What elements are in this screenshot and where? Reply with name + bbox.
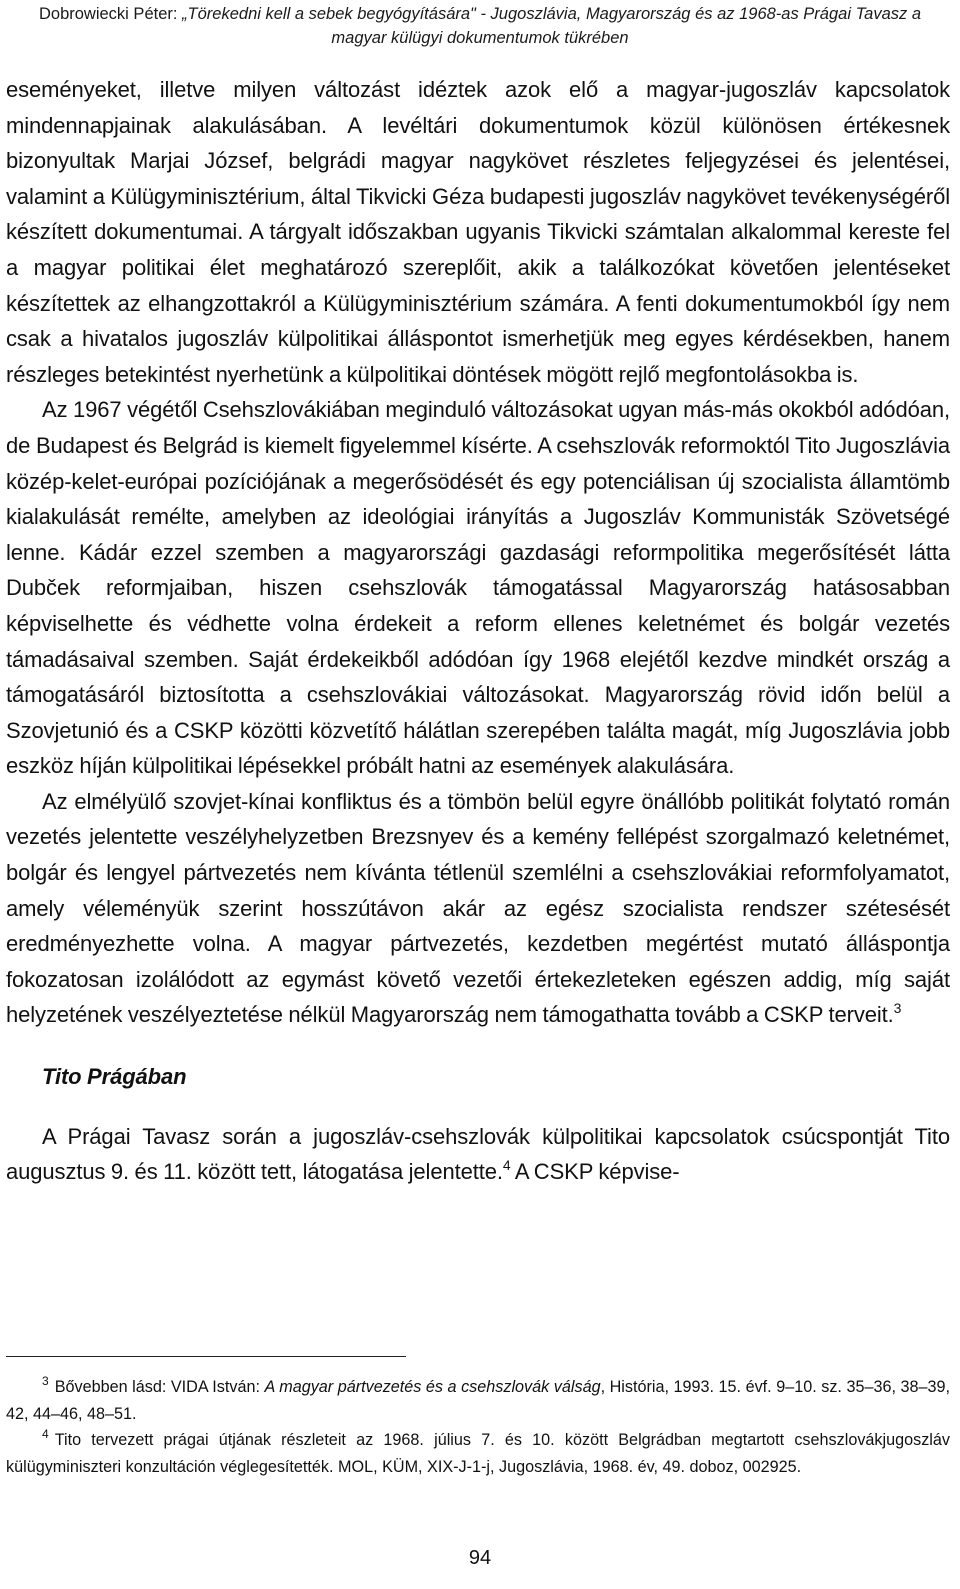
paragraph [6, 784, 950, 1033]
footnote-number: 4 [42, 1427, 49, 1441]
paragraph-text: Az elmélyülő szovjet-kínai konfliktus és a tömbön belül egyre önállóbb politikát folytató román vezetés jelentette veszélyhelyzetben Brezsnyev és a kemény fellépést szorgalmazó keletnémet, bolgár és lengyel pártvezetés nem kívánta tétlenül szemlélni a csehszlovákiai reformfolyamatot, amely véleményük szerint hosszútávon akár az egész szocialista rendszer szétesését eredményezhette volna. A magyar pártvezetés, kezdetben megértést mutató álláspontja fokozatosan izolálódott az egymást követő vezetői értekezleteken egészen addig, míg saját helyzetének veszélyeztetése nélkül Magyarország nem támogathatta tovább a CSKP terveit. [6, 788, 950, 1028]
footnote [6, 1374, 950, 1427]
section-heading: Tito Prágában [42, 1064, 187, 1090]
running-header-line-1 [0, 2, 960, 26]
footnote-reference[interactable]: 3 [893, 1000, 902, 1017]
paragraph: Az 1967 végétől Csehszlovákiában meginduló változásokat ugyan más-más okokból adódóan, de Budapest és Belgrád is kiemelt figyelemmel kísérte. A csehszlovák reformoktól Tito Jugoszlávia közép-kelet-európai pozíciójának a megerősödését és egy potenciálisan új szocialista államtömb kialakulását remélte, amelyben az ideológiai irányítás a Jugoszláv Kommunisták Szövetségé lenne. Kádár ezzel szemben a magyarországi gazdasági reformpolitika megerősítését látta Dubček reformjaiban, hiszen csehszlovák támogatással Magyarország hatásosabban képviselhette és védhette volna érdekeit a reform ellenes keletnémet és bolgár vezetés támadásaival szemben. Saját érdekeikből adódóan így 1968 elejétől kezdve mindkét ország a támogatásáról biztosította a csehszlovákiai változásokat. Magyarország rövid időn belül a Szovjetunió és a CSKP közötti közvetítő hálátlan szerepében találta magát, míg Jugoszlávia jobb eszköz híján külpolitikai lépésekkel próbált hatni az események alakulására. [6, 397, 950, 779]
header-title-part-2: magyar külügyi dokumentumok tükrében [331, 29, 629, 47]
header-title-part-1: „Törekedni kell a sebek begyógyítására" - Jugoszlávia, Magyarország és az 1968-as Prágai Tavasz a [182, 5, 922, 23]
body-text [6, 72, 950, 1190]
footnote-text: Bővebben lásd: VIDA István: [54, 1378, 265, 1396]
footnote-cited-title: A magyar pártvezetés és a csehszlovák válság [264, 1378, 601, 1396]
footnotes [6, 1374, 950, 1480]
page-number: 94 [468, 1547, 492, 1569]
paragraph-text: A Prágai Tavasz során a jugoszláv-csehszlovák külpolitikai kapcsolatok csúcspontját Tito augusztus 9. és 11. között tett, látogatása jelentette. [6, 1123, 950, 1185]
footnote-text: Tito tervezett prágai útjának részleteit az 1968. július 7. és 10. között Belgrádban megtartott csehszlovákjugoszláv külügyminiszteri konzultáción véglegesítették. MOL, KÜM, XIX-J-1-j, Jugoszlávia, 1968. év, 49. doboz, 002925. [6, 1431, 950, 1476]
paragraph: eseményeket, illetve milyen változást idéztek azok elő a magyar-jugoszláv kapcsolatok mindennapjainak alakulásában. A levéltári dokumentumok közül különösen értékesnek bizonyultak Marjai József, belgrádi magyar nagykövet részletes feljegyzései és jelentései, valamint a Külügyminisztérium, által Tikvicki Géza budapesti jugoszláv nagykövet tevékenységéről készített dokumentumai. A tárgyalt időszakban ugyanis Tikvicki számtalan alkalommal kereste fel a magyar politikai élet meghatározó szereplőit, akik a találkozókat követően jelentéseket készítettek az elhangzottakról a Külügyminisztérium számára. A fenti dokumentumokból így nem csak a hivatalos jugoszláv külpolitikai álláspontot ismerhetjük meg egyes kérdésekben, hanem részleges betekintést nyerhetünk a külpolitikai döntések mögött rejlő megfontolásokba is. [6, 77, 950, 387]
footnote-reference[interactable]: 4 [502, 1157, 511, 1174]
footnote-separator [6, 1356, 406, 1357]
paragraph-text: A CSKP képvise- [510, 1159, 680, 1185]
running-header [0, 2, 960, 50]
header-author: Dobrowiecki Péter: [38, 5, 183, 23]
footnote-number: 3 [42, 1374, 49, 1388]
paragraph [6, 1119, 950, 1190]
footnote-text: , História, 1993. 15. évf. 9–10. sz. 35–36, 38–39, 42, 44–46, 48–51. [6, 1378, 950, 1423]
footnote [6, 1427, 950, 1480]
